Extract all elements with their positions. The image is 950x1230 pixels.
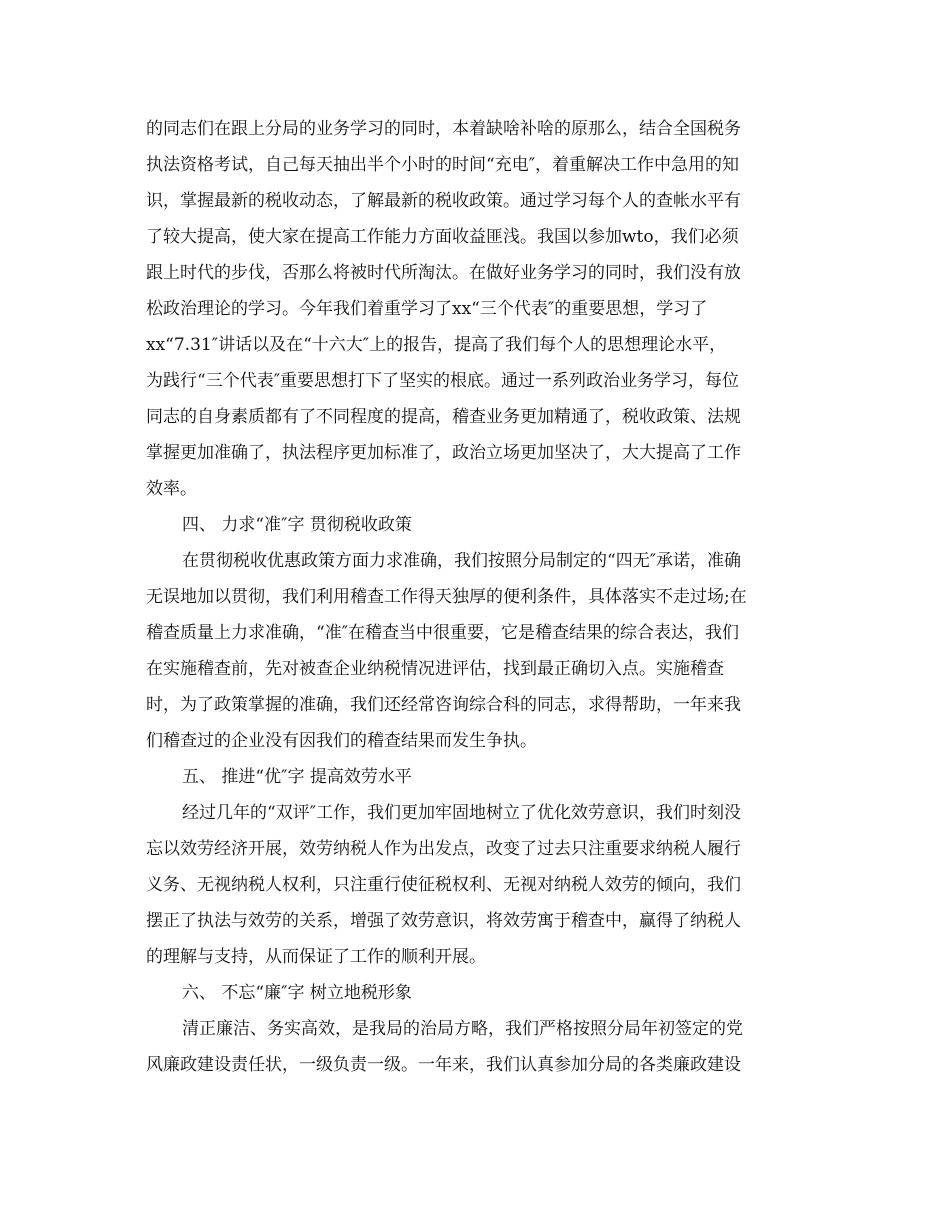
- text-line: xx“7.31″讲话以及在“十六大″上的报告，提高了我们每个人的思想理论水平，: [146, 335, 727, 355]
- text-line: 掌握更加准确了，执法程序更加标准了，政治立场更加坚决了，大大提高了工作: [146, 443, 741, 463]
- text-line: 识，掌握最新的税收动态，了解最新的税收政策。通过学习每个人的查帐水平有: [146, 191, 741, 211]
- text-line: 松政治理论的学习。今年我们着重学习了xx“三个代表″的重要思想，学习了: [146, 299, 708, 319]
- section-heading-5: 五、 推进“优″字 提高效劳水平: [182, 767, 412, 787]
- text-line: 经过几年的“双评″工作，我们更加牢固地树立了优化效劳意识，我们时刻没: [182, 803, 742, 823]
- section-heading-6: 六、 不忘“廉″字 树立地税形象: [182, 983, 412, 1003]
- text-line: 们稽查过的企业没有因我们的稽查结果而发生争执。: [146, 731, 537, 751]
- section-heading-4: 四、 力求“准″字 贯彻税收政策: [182, 515, 412, 535]
- text-line: 清正廉洁、务实高效，是我局的治局方略，我们严格按照分局年初签定的党: [182, 1019, 743, 1039]
- text-line: 了较大提高，使大家在提高工作能力方面收益匪浅。我国以参加wto，我们必须: [146, 227, 739, 247]
- text-line: 时，为了政策掌握的准确，我们还经常咨询综合科的同志，求得帮助，一年来我: [146, 695, 741, 715]
- text-line: 无误地加以贯彻，我们利用稽查工作得天独厚的便利条件，具体落实不走过场;在: [146, 587, 747, 607]
- text-line: 的理解与支持，从而保证了工作的顺利开展。: [146, 947, 486, 967]
- text-line: 摆正了执法与效劳的关系，增强了效劳意识，将效劳寓于稽查中，赢得了纳税人: [146, 911, 741, 931]
- text-line: 跟上时代的步伐，否那么将被时代所淘汰。在做好业务学习的同时，我们没有放: [146, 263, 741, 283]
- text-line: 稽查质量上力求准确，“准″在稽查当中很重要，它是稽查结果的综合表达，我们: [146, 623, 740, 643]
- text-line: 同志的自身素质都有了不同程度的提高，稽查业务更加精通了，税收政策、法规: [146, 407, 741, 427]
- text-line: 在实施稽查前，先对被查企业纳税情况进评估，找到最正确切入点。实施稽查: [146, 659, 724, 679]
- text-line: 风廉政建设责任状，一级负责一级。一年来，我们认真参加分局的各类廉政建设: [146, 1055, 741, 1075]
- text-line: 义务、无视纳税人权利，只注重行使征税权利、无视对纳税人效劳的倾向，我们: [146, 875, 741, 895]
- text-line: 的同志们在跟上分局的业务学习的同时，本着缺啥补啥的原那么，结合全国税务: [146, 119, 741, 139]
- text-line: 在贯彻税收优惠政策方面力求准确，我们按照分局制定的“四无″承诺，准确: [182, 551, 742, 571]
- text-line: 为践行“三个代表″重要思想打下了坚实的根底。通过一系列政治业务学习，每位: [146, 371, 740, 391]
- text-line: 执法资格考试，自己每天抽出半个小时的时间“充电″，着重解决工作中急用的知: [146, 155, 740, 175]
- text-line: 忘以效劳经济开展，效劳纳税人作为出发点，改变了过去只注重要求纳税人履行: [146, 839, 741, 859]
- text-line: 效率。: [146, 479, 197, 499]
